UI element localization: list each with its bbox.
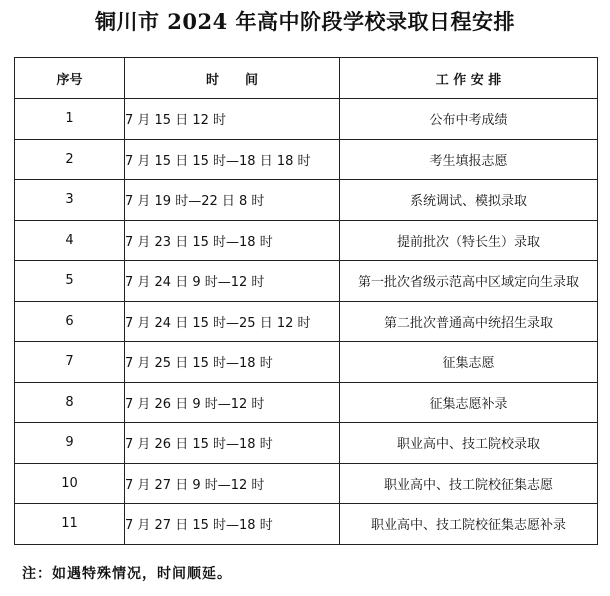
row-task: 职业高中、技工院校录取 xyxy=(340,423,598,464)
table-row xyxy=(15,301,598,342)
row-no: 11 xyxy=(15,504,125,545)
table-row xyxy=(15,261,598,302)
row-no: 10 xyxy=(15,463,125,504)
footnote: 注：如遇特殊情况，时间顺延。 xyxy=(22,566,232,582)
row-time: 7 月 24 日 15 时—25 日 12 时 xyxy=(125,301,340,342)
row-task: 第一批次省级示范高中区域定向生录取 xyxy=(340,261,598,302)
table-row xyxy=(15,139,598,180)
table-header-row xyxy=(15,58,598,99)
row-no: 5 xyxy=(15,261,125,302)
row-no: 9 xyxy=(15,423,125,464)
table-row xyxy=(15,382,598,423)
header-time: 时 间 xyxy=(125,58,340,99)
row-no: 4 xyxy=(15,220,125,261)
table-row xyxy=(15,220,598,261)
row-time: 7 月 15 日 15 时—18 日 18 时 xyxy=(125,139,340,180)
row-task: 第二批次普通高中统招生录取 xyxy=(340,301,598,342)
row-no: 3 xyxy=(15,180,125,221)
row-no: 6 xyxy=(15,301,125,342)
table-row xyxy=(15,99,598,140)
row-time: 7 月 15 日 12 时 xyxy=(125,99,340,140)
row-no: 1 xyxy=(15,99,125,140)
row-time: 7 月 26 日 15 时—18 时 xyxy=(125,423,340,464)
table-row xyxy=(15,423,598,464)
table-row xyxy=(15,342,598,383)
document-title: 铜川市 2024 年高中阶段学校录取日程安排 xyxy=(94,9,516,34)
row-no: 2 xyxy=(15,139,125,180)
header-task: 工 作 安 排 xyxy=(340,58,598,99)
row-task: 征集志愿 xyxy=(340,342,598,383)
schedule-table xyxy=(14,57,598,545)
row-task: 职业高中、技工院校征集志愿 xyxy=(340,463,598,504)
row-task: 职业高中、技工院校征集志愿补录 xyxy=(340,504,598,545)
row-task: 征集志愿补录 xyxy=(340,382,598,423)
row-no: 8 xyxy=(15,382,125,423)
row-time: 7 月 26 日 9 时—12 时 xyxy=(125,382,340,423)
row-task: 考生填报志愿 xyxy=(340,139,598,180)
row-no: 7 xyxy=(15,342,125,383)
row-task: 公布中考成绩 xyxy=(340,99,598,140)
row-time: 7 月 25 日 15 时—18 时 xyxy=(125,342,340,383)
row-time: 7 月 19 时—22 日 8 时 xyxy=(125,180,340,221)
row-time: 7 月 27 日 9 时—12 时 xyxy=(125,463,340,504)
row-time: 7 月 24 日 9 时—12 时 xyxy=(125,261,340,302)
header-no: 序号 xyxy=(15,58,125,99)
table-row xyxy=(15,180,598,221)
row-task: 提前批次（特长生）录取 xyxy=(340,220,598,261)
table-row xyxy=(15,504,598,545)
row-time: 7 月 27 日 15 时—18 时 xyxy=(125,504,340,545)
row-task: 系统调试、模拟录取 xyxy=(340,180,598,221)
table-row xyxy=(15,463,598,504)
row-time: 7 月 23 日 15 时—18 时 xyxy=(125,220,340,261)
